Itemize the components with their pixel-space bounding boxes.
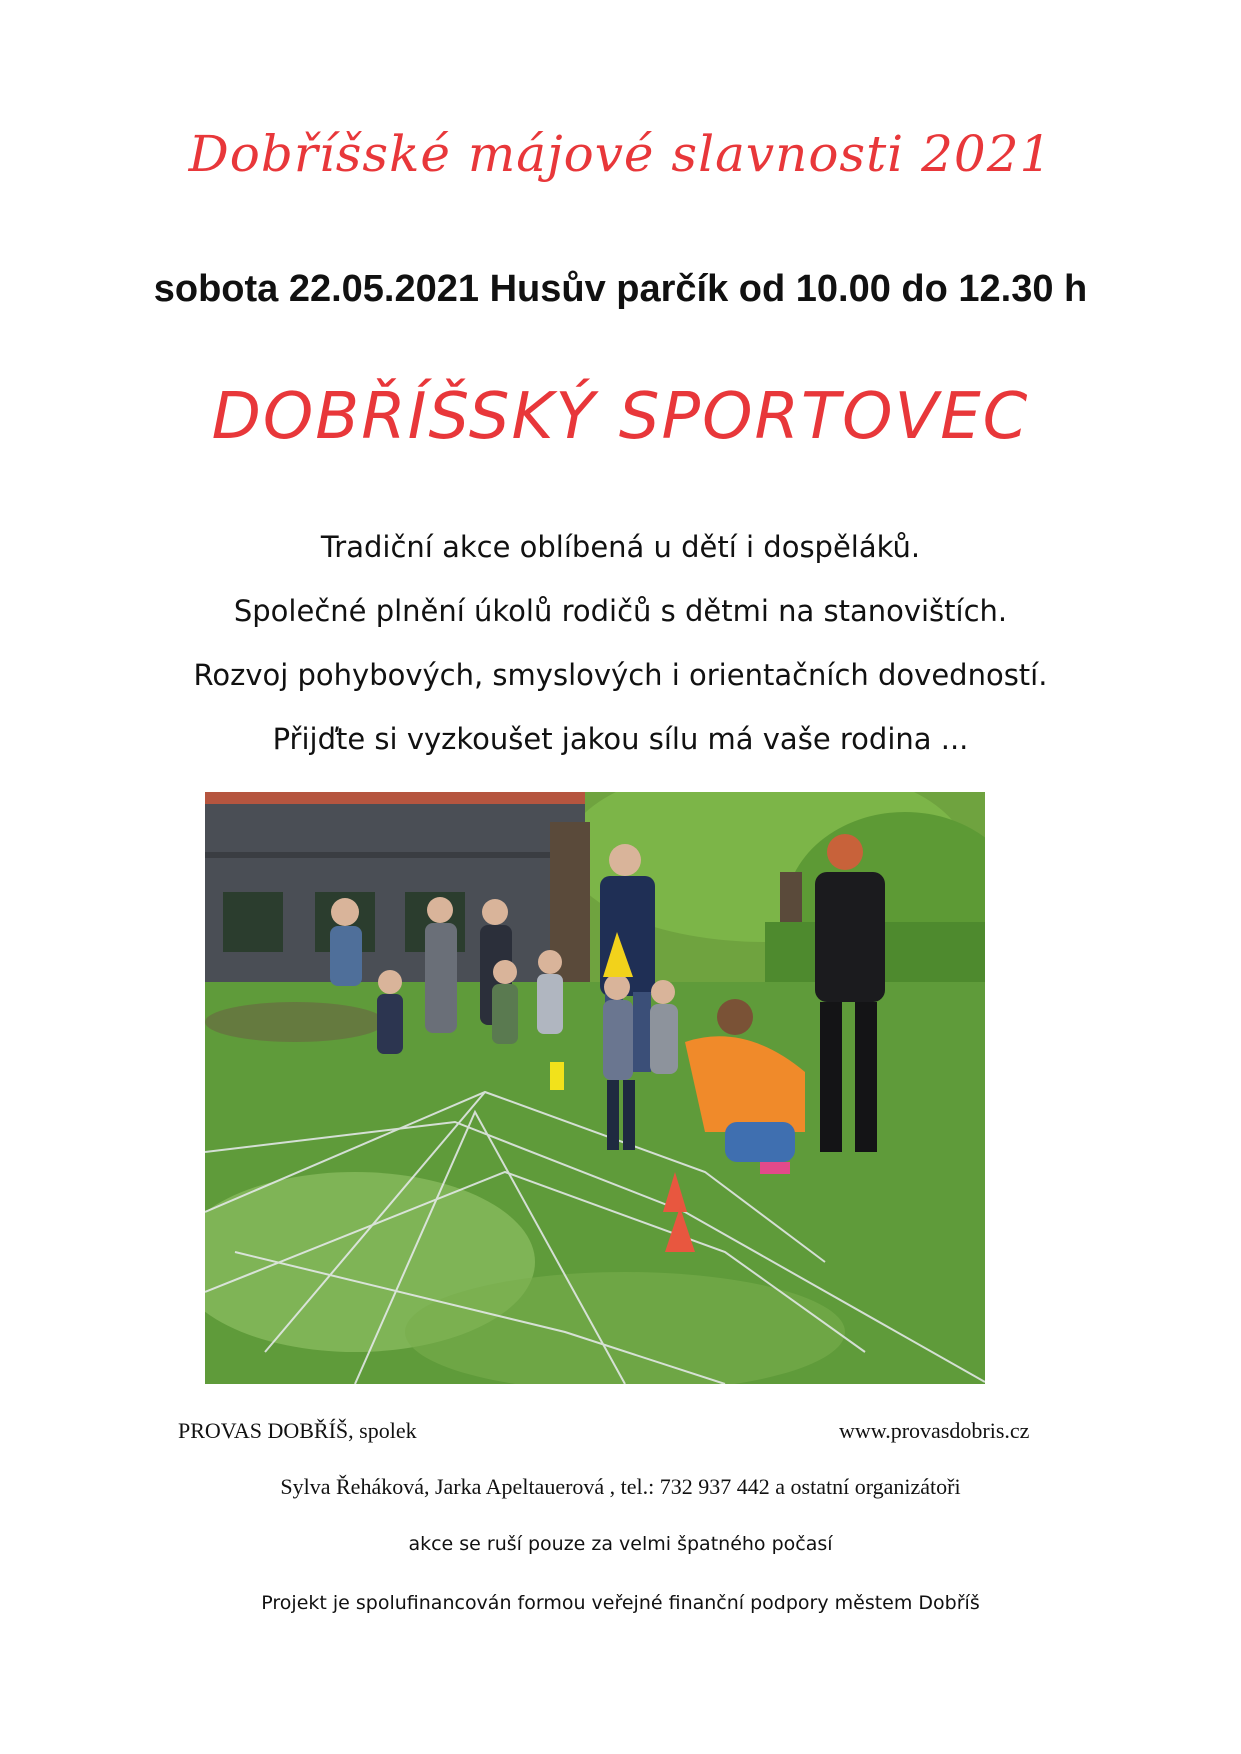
organizer-name: PROVAS DOBŘÍŠ, spolek: [178, 1418, 417, 1443]
festival-title: Dobříšské májové slavnosti 2021: [188, 125, 1053, 183]
contact-line: Sylva Řeháková, Jarka Apeltauerová , tel.: 732 937 442 a ostatní organizátoři: [280, 1474, 961, 1499]
description-line: Přijďte si vyzkoušet jakou sílu má vaše rodina ...: [272, 722, 969, 756]
funding-note: Projekt je spolufinancován formou veřejné finanční podpory městem Dobříš: [261, 1592, 980, 1614]
event-dateline: sobota 22.05.2021 Husův parčík od 10.00 do 12.30 h: [153, 268, 1088, 310]
event-photo: [205, 792, 985, 1384]
park-scene-illustration: [205, 792, 985, 1384]
description-line: Rozvoj pohybových, smyslových i orientačních dovedností.: [193, 658, 1048, 692]
website-link[interactable]: www.provasdobris.cz: [839, 1418, 1030, 1443]
event-title: DOBŘÍŠSKÝ SPORTOVEC: [211, 380, 1030, 454]
cancellation-note: akce se ruší pouze za velmi špatného počasí: [408, 1533, 833, 1555]
description-line: Tradiční akce oblíbená u dětí i dospěláků.: [320, 530, 921, 564]
description-line: Společné plnění úkolů rodičů s dětmi na stanovištích.: [233, 594, 1008, 628]
